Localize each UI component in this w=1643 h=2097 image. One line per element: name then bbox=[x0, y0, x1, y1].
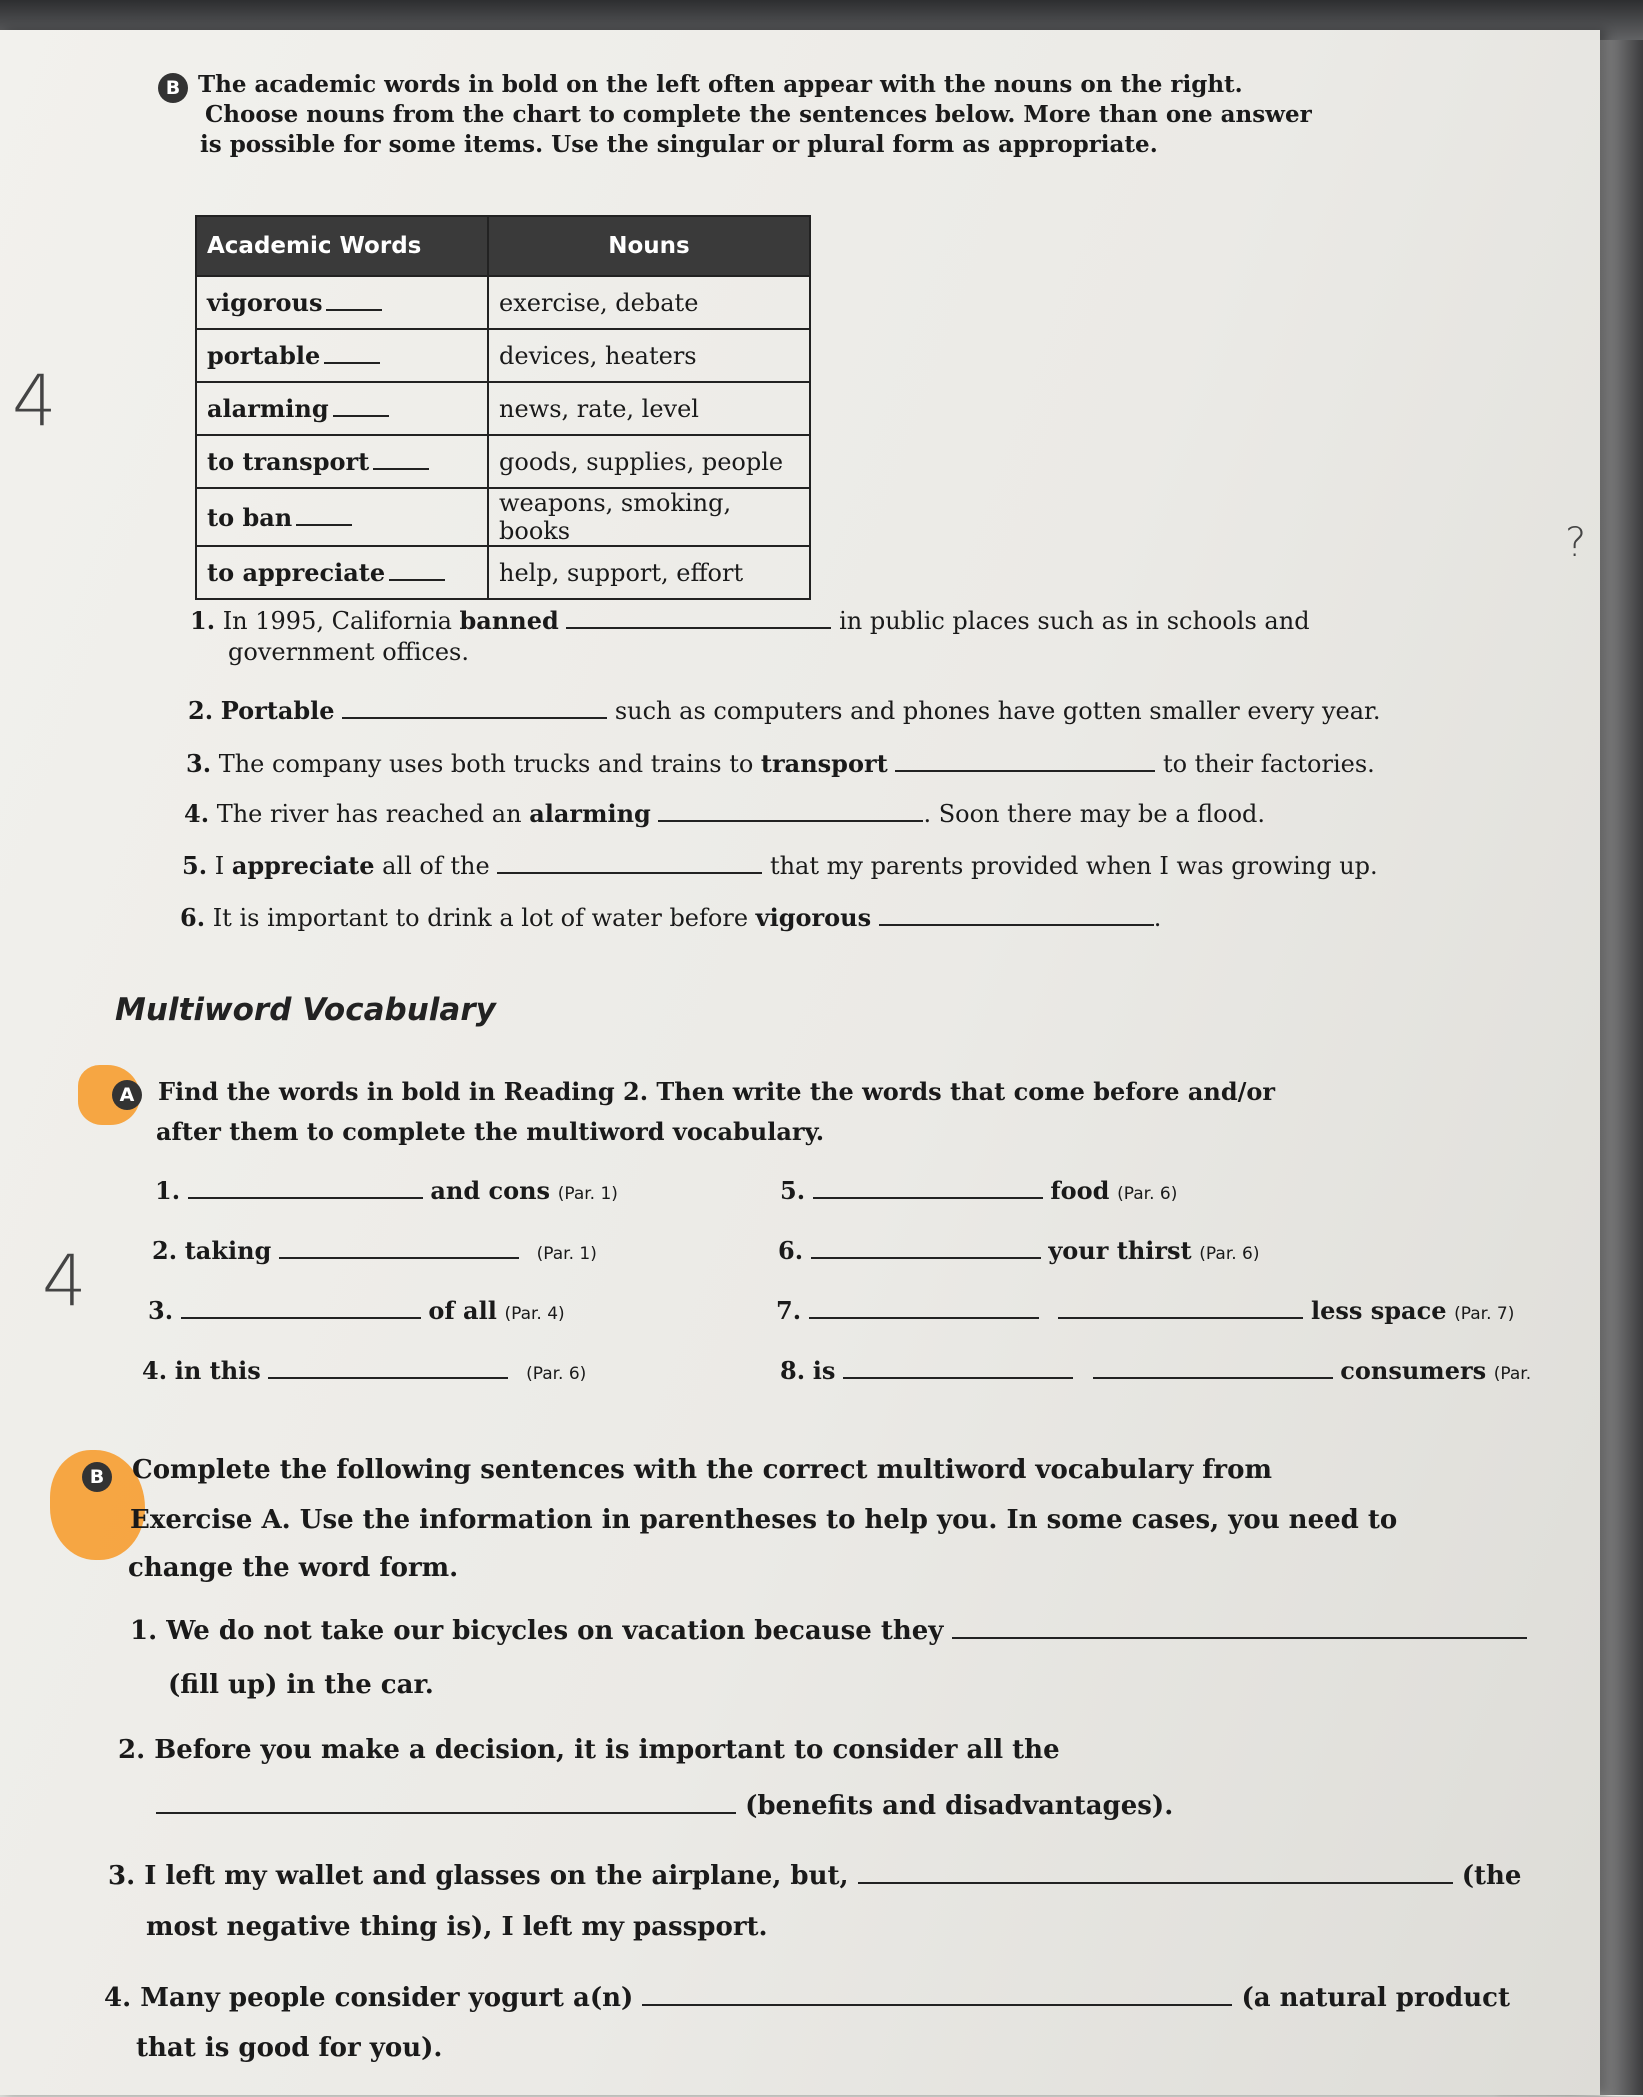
chart-header-academic-words: Academic Words bbox=[196, 216, 488, 276]
instruction-line-1: The academic words in bold on the left often appear with the nouns on the right. bbox=[198, 71, 1243, 98]
answer-blank[interactable] bbox=[566, 605, 831, 629]
academic-word: to transport bbox=[207, 447, 370, 476]
exercise-a-line-1: Find the words in bold in Reading 2. Then write the words that come before and/or bbox=[158, 1077, 1276, 1106]
multiword-item-4: 4. in this (Par. 6) bbox=[142, 1356, 587, 1385]
academic-word: to ban bbox=[207, 502, 293, 532]
multiword-item-6: 6. your thirst (Par. 6) bbox=[778, 1236, 1260, 1265]
exercise-b-sentence-4: 4. Many people consider yogurt a(n) (a natural product bbox=[104, 1983, 1510, 2013]
answer-blank[interactable] bbox=[952, 1615, 1527, 1639]
exercise-b-line-3: change the word form. bbox=[128, 1553, 459, 1583]
answer-blank[interactable] bbox=[333, 399, 389, 417]
exercise-a-line-2: after them to complete the multiword vocabulary. bbox=[156, 1117, 825, 1146]
chart-row bbox=[196, 435, 810, 488]
answer-blank[interactable] bbox=[813, 1175, 1043, 1199]
answer-blank[interactable] bbox=[156, 1790, 736, 1814]
answer-blank[interactable] bbox=[879, 902, 1154, 926]
multiword-item-3: 3. of all (Par. 4) bbox=[148, 1296, 565, 1325]
sentence-6: 6. It is important to drink a lot of water before vigorous . bbox=[180, 903, 1162, 932]
handwritten-mark: 4 bbox=[42, 1240, 87, 1322]
nouns-cell: devices, heaters bbox=[488, 329, 810, 382]
section-title: Multiword Vocabulary bbox=[115, 992, 496, 1028]
exercise-b-sentence-2: 2. Before you make a decision, it is important to consider all the bbox=[118, 1735, 1060, 1765]
chart-row bbox=[196, 382, 810, 435]
sentence-3: 3. The company uses both trucks and trains to transport to their factories. bbox=[186, 749, 1375, 778]
exercise-b-sentence-3-line-2: most negative thing is), I left my passport. bbox=[146, 1912, 768, 1942]
chart-row bbox=[196, 488, 810, 546]
page-edge-shadow bbox=[1593, 40, 1643, 2095]
nouns-cell: weapons, smoking, books bbox=[488, 488, 810, 546]
multiword-item-2: 2. taking (Par. 1) bbox=[152, 1236, 597, 1265]
answer-blank[interactable] bbox=[296, 508, 352, 526]
answer-blank[interactable] bbox=[809, 1295, 1039, 1319]
chart-row bbox=[196, 546, 810, 599]
academic-word: vigorous bbox=[207, 288, 323, 317]
chart-header-nouns: Nouns bbox=[488, 216, 810, 276]
chart-row bbox=[196, 276, 810, 329]
answer-blank[interactable] bbox=[895, 748, 1155, 772]
exercise-a-badge: A bbox=[112, 1080, 142, 1110]
answer-blank[interactable] bbox=[658, 798, 923, 822]
exercise-b-sentence-1-line-2: (fill up) in the car. bbox=[168, 1670, 434, 1700]
sentence-2: 2. Portable such as computers and phones have gotten smaller every year. bbox=[188, 696, 1381, 725]
multiword-item-1: 1. and cons (Par. 1) bbox=[155, 1176, 618, 1205]
chart-row bbox=[196, 329, 810, 382]
multiword-item-7: 7. less space (Par. 7) bbox=[776, 1296, 1515, 1325]
exercise-b-sentence-1: 1. We do not take our bicycles on vacation because they bbox=[130, 1615, 1527, 1646]
answer-blank[interactable] bbox=[1093, 1355, 1333, 1379]
answer-blank[interactable] bbox=[843, 1355, 1073, 1379]
textbook-page bbox=[0, 30, 1600, 2095]
sentence-5: 5. I appreciate all of the that my parents provided when I was growing up. bbox=[182, 851, 1378, 880]
answer-blank[interactable] bbox=[279, 1235, 519, 1259]
academic-word: to appreciate bbox=[207, 558, 386, 587]
handwritten-mark: 4 bbox=[12, 360, 57, 442]
instruction-line-2: Choose nouns from the chart to complete the sentences below. More than one answer bbox=[205, 101, 1312, 128]
exercise-b-badge: B bbox=[82, 1462, 112, 1492]
answer-blank[interactable] bbox=[181, 1295, 421, 1319]
handwritten-mark: ? bbox=[1565, 520, 1587, 566]
exercise-b-line-2: Exercise A. Use the information in parentheses to help you. In some cases, you need to bbox=[130, 1505, 1398, 1535]
exercise-b-line-1: Complete the following sentences with the correct multiword vocabulary from bbox=[132, 1455, 1272, 1485]
answer-blank[interactable] bbox=[188, 1175, 423, 1199]
exercise-b-sentence-4-line-2: that is good for you). bbox=[136, 2033, 443, 2063]
answer-blank[interactable] bbox=[324, 346, 380, 364]
answer-blank[interactable] bbox=[1058, 1295, 1303, 1319]
multiword-item-5: 5. food (Par. 6) bbox=[780, 1176, 1178, 1205]
sentence-1-continued: government offices. bbox=[228, 638, 469, 666]
multiword-item-8: 8. is consumers (Par. bbox=[780, 1356, 1532, 1385]
sentence-1: 1. In 1995, California banned in public places such as in schools and bbox=[190, 606, 1310, 635]
instruction-line-3: is possible for some items. Use the singular or plural form as appropriate. bbox=[200, 131, 1158, 158]
academic-word: portable bbox=[207, 341, 321, 370]
nouns-cell: news, rate, level bbox=[488, 382, 810, 435]
exercise-b-badge: B bbox=[158, 73, 188, 103]
answer-blank[interactable] bbox=[811, 1235, 1041, 1259]
sentence-4: 4. The river has reached an alarming . Soon there may be a flood. bbox=[184, 799, 1266, 828]
academic-word: alarming bbox=[207, 394, 329, 423]
answer-blank[interactable] bbox=[389, 563, 445, 581]
answer-blank[interactable] bbox=[858, 1860, 1453, 1884]
exercise-b-sentence-2-line-2: (benefits and disadvantages). bbox=[156, 1790, 1173, 1821]
answer-blank[interactable] bbox=[497, 850, 762, 874]
academic-words-chart bbox=[195, 215, 811, 600]
nouns-cell: help, support, effort bbox=[488, 546, 810, 599]
answer-blank[interactable] bbox=[642, 1982, 1232, 2006]
nouns-cell: goods, supplies, people bbox=[488, 435, 810, 488]
answer-blank[interactable] bbox=[326, 293, 382, 311]
answer-blank[interactable] bbox=[373, 452, 429, 470]
nouns-cell: exercise, debate bbox=[488, 276, 810, 329]
answer-blank[interactable] bbox=[342, 695, 607, 719]
answer-blank[interactable] bbox=[268, 1355, 508, 1379]
exercise-b-sentence-3: 3. I left my wallet and glasses on the airplane, but, (the bbox=[108, 1861, 1522, 1891]
